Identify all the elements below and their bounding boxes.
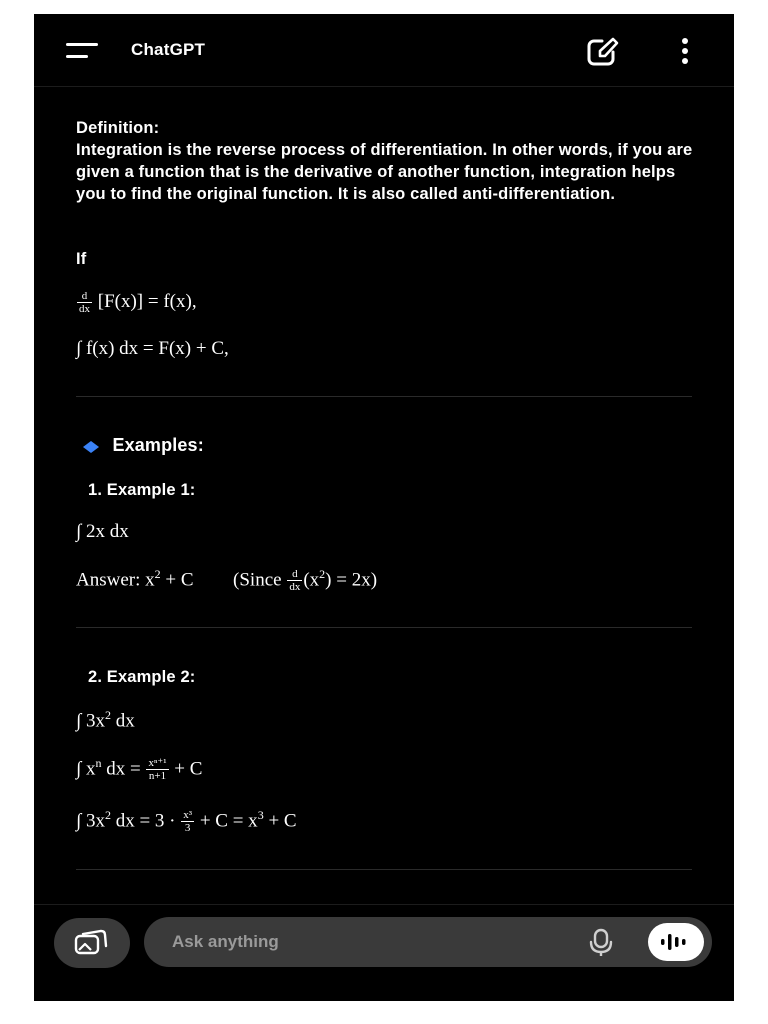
vertical-dots-icon[interactable] [674,36,696,68]
definition-text: Integration is the reverse process of differentiation. In other words, if you are given a function that is the derivative of another function, integration helps you to find the original function. It is also called anti-differentiation. [76,141,693,203]
voice-mode-button[interactable] [648,923,704,961]
x-cubed-over-3-fraction: $\frac{\text{x³}}{3}$ [183,809,193,835]
top-bar [34,14,734,87]
if-label: If [76,250,87,268]
hamburger-menu-icon[interactable] [66,40,100,62]
composer-bar [34,904,734,1001]
example-2-solution: ∫ $3x^2$ dx = 3 · $\frac{\text{x³}}{3}$ + $C = x^3 + C$ [76,808,297,835]
image-attach-icon [72,928,112,958]
divider [76,869,692,870]
chat-screen [34,14,734,1001]
example-2-heading: 2. Example 2: [88,668,196,686]
input-placeholder: Ask anything [172,932,279,951]
divider [76,396,692,397]
derivative-formula: $\frac{d}{dx}$ [F(x)] = f(x), [79,290,197,315]
d-dx-fraction: $\frac{d}{dx}$ [79,290,90,315]
example-1-heading: 1. Example 1: [88,481,196,499]
definition-label: Definition: [76,119,160,137]
example-1-answer: Answer: $x^2 + C$ (Since $\frac{d}{dx}$ $(x^2) = 2x$) [76,567,378,594]
d-dx-fraction: $\frac{d}{dx}$ [289,568,301,594]
divider [76,627,692,628]
example-1-integral: ∫ 2x dx [76,521,129,542]
examples-heading: Examples: [82,434,204,456]
integral-formula: ∫ f(x) dx = F(x) + C, [76,338,229,359]
voice-waveform-icon [660,931,692,953]
message-input[interactable] [144,917,712,967]
microphone-icon[interactable] [586,928,616,958]
power-rule-fraction: $\frac{\text{xⁿ⁺¹}}{n+1}$ [148,757,167,783]
example-2-integral: ∫ $3x^2$ dx [76,708,135,732]
attach-button[interactable] [54,918,130,968]
app-title: ChatGPT [131,40,206,59]
power-rule-formula: ∫ $x^n$ dx = $\frac{\text{xⁿ⁺¹}}{n+1}$ + C [76,756,203,783]
diamond-bullet-icon [82,440,100,454]
edit-pencil-icon[interactable] [586,36,622,68]
